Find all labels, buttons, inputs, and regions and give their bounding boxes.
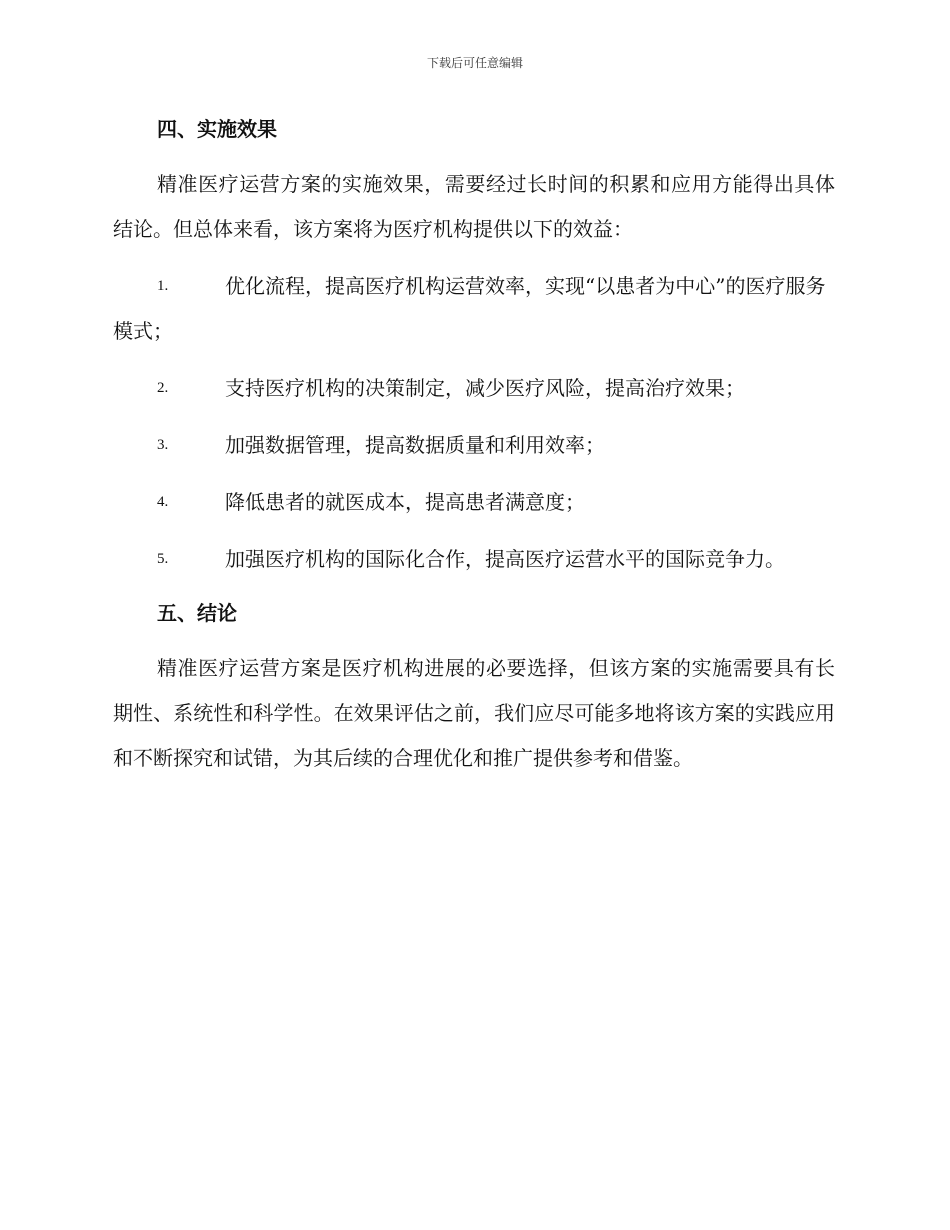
list-item-text: 加强数据管理，提高数据质量和利用效率； <box>225 433 605 457</box>
list-item-number: 1. <box>157 278 169 294</box>
document-content <box>113 110 835 781</box>
list-item-text: 支持医疗机构的决策制定，减少医疗风险，提高治疗效果； <box>225 376 745 400</box>
list-item <box>113 537 835 582</box>
list-item <box>113 423 835 468</box>
list-item <box>113 366 835 411</box>
list-item-text: 加强医疗机构的国际化合作，提高医疗运营水平的国际竞争力。 <box>225 547 785 571</box>
section-heading-conclusion: 五、结论 <box>157 601 237 625</box>
list-item-text: 优化流程，提高医疗机构运营效率，实现“以患者为中心”的医疗服务模式； <box>113 274 826 343</box>
section-heading-implementation-effects: 四、实施效果 <box>157 117 277 141</box>
header-note: 下载后可任意编辑 <box>426 56 523 70</box>
list-item-number: 2. <box>157 380 169 396</box>
list-item-number: 3. <box>157 437 169 453</box>
list-item-number: 4. <box>157 494 169 510</box>
list-item-number: 5. <box>157 551 169 567</box>
conclusion-paragraph: 精准医疗运营方案是医疗机构进展的必要选择，但该方案的实施需要具有长期性、系统性和科学性。在效果评估之前，我们应尽可能多地将该方案的实践应用和不断探究和试错，为其后续的合理优化和推广提供参考和借鉴。 <box>113 656 835 770</box>
list-item <box>113 480 835 525</box>
benefits-list <box>113 264 835 582</box>
list-item-text: 降低患者的就医成本，提高患者满意度； <box>225 490 585 514</box>
section-intro-paragraph: 精准医疗运营方案的实施效果，需要经过长时间的积累和应用方能得出具体结论。但总体来看，该方案将为医疗机构提供以下的效益： <box>113 172 835 241</box>
list-item <box>113 264 835 354</box>
